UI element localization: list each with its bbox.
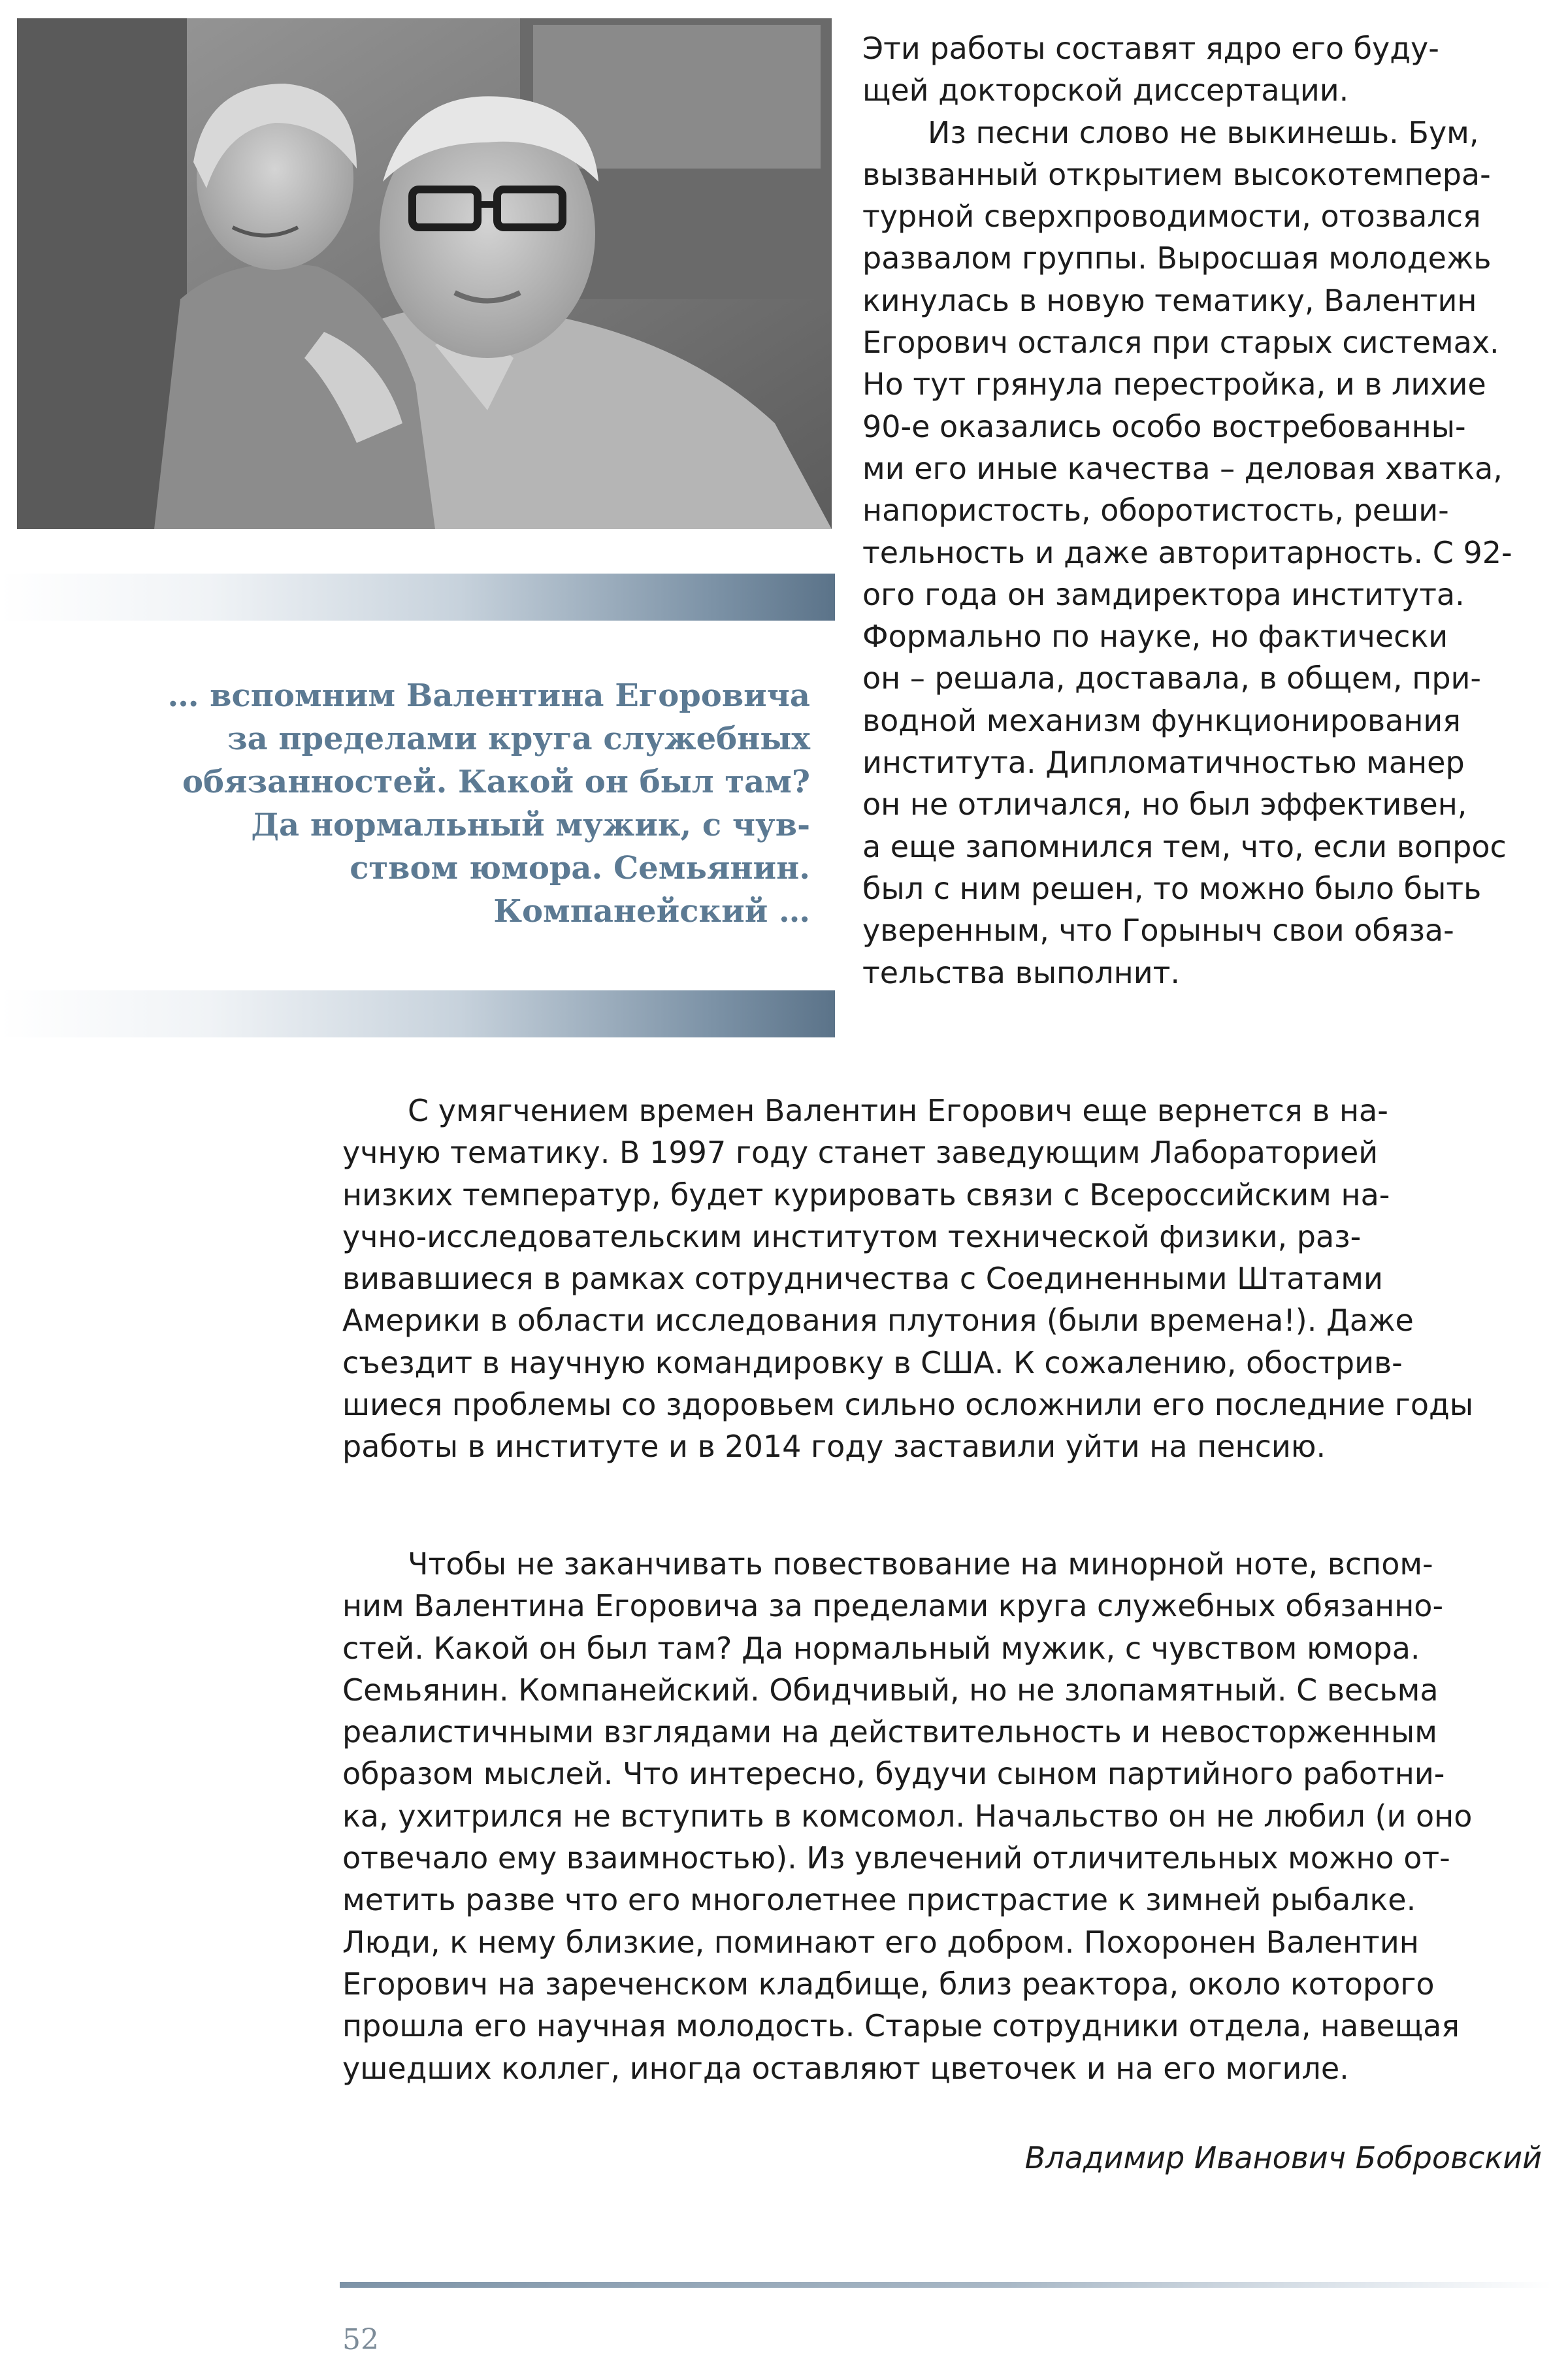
text-line: а еще запомнился тем, что, если вопрос: [862, 828, 1507, 864]
photo: [17, 18, 832, 529]
pull-quote-line: за пределами круга служебных: [227, 721, 810, 757]
text-line: щей докторской диссертации.: [862, 73, 1349, 108]
text-line: водной механизм функционирования: [862, 702, 1461, 738]
text-line: он не отличался, но был эффективен,: [862, 787, 1467, 822]
pull-quote-line: … вспомним Валентина Егоровича: [167, 677, 810, 714]
text-line: Из песни слово не выкинешь. Бум,: [928, 114, 1479, 150]
paragraph-3: [342, 1543, 1551, 2089]
text-line: Эти работы составят ядро его буду-: [862, 31, 1439, 66]
text-line: ушедших коллег, иногда оставляют цветочек и на его могиле.: [342, 2050, 1349, 2086]
text-line: учную тематику. В 1997 году станет заведующим Лабораторией: [342, 1135, 1379, 1171]
paragraph-2: [342, 1090, 1551, 1468]
text-line: вивавшиеся в рамках сотрудничества с Соединенными Штатами: [342, 1261, 1383, 1297]
pull-quote-line: Да нормальный мужик, с чув-: [251, 807, 810, 843]
text-line: Формально по науке, но фактически: [862, 619, 1448, 655]
text-line: 90-е оказались особо востребованны-: [862, 408, 1466, 444]
text-line: Семьянин. Компанейский. Обидчивый, но не злопамятный. С весьма: [342, 1672, 1439, 1708]
text-line: съездит в научную командировку в США. К сожалению, обострив-: [342, 1344, 1403, 1380]
text-line: Егорович остался при старых системах.: [862, 325, 1499, 361]
text-line: учно-исследовательским институтом технической физики, раз-: [342, 1218, 1362, 1254]
text-line: работы в институте и в 2014 году заставили уйти на пенсию.: [342, 1429, 1326, 1465]
text-line: ого года он замдиректора института.: [862, 576, 1465, 612]
text-line: развалом группы. Выросшая молодежь: [862, 240, 1492, 276]
text-line: тельность и даже авторитарность. С 92-: [862, 534, 1512, 570]
text-line: он – решала, доставала, в общем, при-: [862, 660, 1482, 696]
text-line: ним Валентина Егоровича за пределами круга служебных обязанно-: [342, 1588, 1444, 1624]
pull-quote-line: Компанейский …: [493, 893, 810, 930]
text-line: тельства выполнит.: [862, 954, 1181, 990]
text-line: шиеся проблемы со здоровьем сильно осложнили его последние годы: [342, 1387, 1474, 1423]
text-line: Люди, к нему близкие, поминают его добром. Похоронен Валентин: [342, 1924, 1419, 1960]
text-line: уверенным, что Горыныч свои обяза-: [862, 913, 1454, 949]
text-line: турной сверхпроводимости, отозвался: [862, 199, 1481, 235]
pull-quote-line: обязанностей. Какой он был там?: [182, 764, 810, 800]
right-column-text: [862, 27, 1548, 994]
footer-rule: [340, 2282, 1552, 2288]
text-line: Но тут грянула перестройка, и в лихие: [862, 366, 1486, 402]
decorative-bar-top: [0, 574, 835, 621]
text-line: ка, ухитрился не вступить в комсомол. Начальство он не любил (и оно: [342, 1798, 1473, 1834]
text-line: Америки в области исследования плутония (были времена!). Даже: [342, 1303, 1414, 1339]
text-line: стей. Какой он был там? Да нормальный мужик, с чувством юмора.: [342, 1630, 1420, 1666]
text-line: института. Дипломатичностью манер: [862, 745, 1465, 781]
pull-quote: [26, 674, 810, 933]
decorative-bar-bottom: [0, 990, 835, 1037]
text-line: низких температур, будет курировать связи с Всероссийским на-: [342, 1177, 1390, 1212]
text-line: реалистичными взглядами на действительность и невосторженным: [342, 1714, 1437, 1750]
text-line: образом мыслей. Что интересно, будучи сыном партийного работни-: [342, 1756, 1445, 1792]
family-photo-icon: [17, 18, 832, 529]
text-line: кинулась в новую тематику, Валентин: [862, 282, 1477, 318]
author-signature: Владимир Иванович Бобровский: [1024, 2140, 1542, 2175]
text-line: прошла его научная молодость. Старые сотрудники отдела, навещая: [342, 2008, 1460, 2044]
text-line: был с ним решен, то можно было быть: [862, 870, 1482, 906]
text-line: Чтобы не заканчивать повествование на минорной ноте, вспом-: [408, 1546, 1433, 1582]
text-line: отвечало ему взаимностью). Из увлечений отличительных можно от-: [342, 1840, 1450, 1876]
pull-quote-line: ством юмора. Семьянин.: [350, 850, 810, 887]
page-number: 52: [342, 2323, 379, 2356]
text-line: ми его иные качества – деловая хватка,: [862, 450, 1503, 486]
text-line: С умягчением времен Валентин Егорович еще вернется в на-: [408, 1093, 1388, 1128]
text-line: метить разве что его многолетнее пристрастие к зимней рыбалке.: [342, 1882, 1416, 1918]
text-line: Егорович на зареченском кладбище, близ реактора, около которого: [342, 1966, 1435, 2002]
text-line: вызванный открытием высокотемпера-: [862, 156, 1491, 192]
text-line: напористость, оборотистость, реши-: [862, 493, 1449, 529]
